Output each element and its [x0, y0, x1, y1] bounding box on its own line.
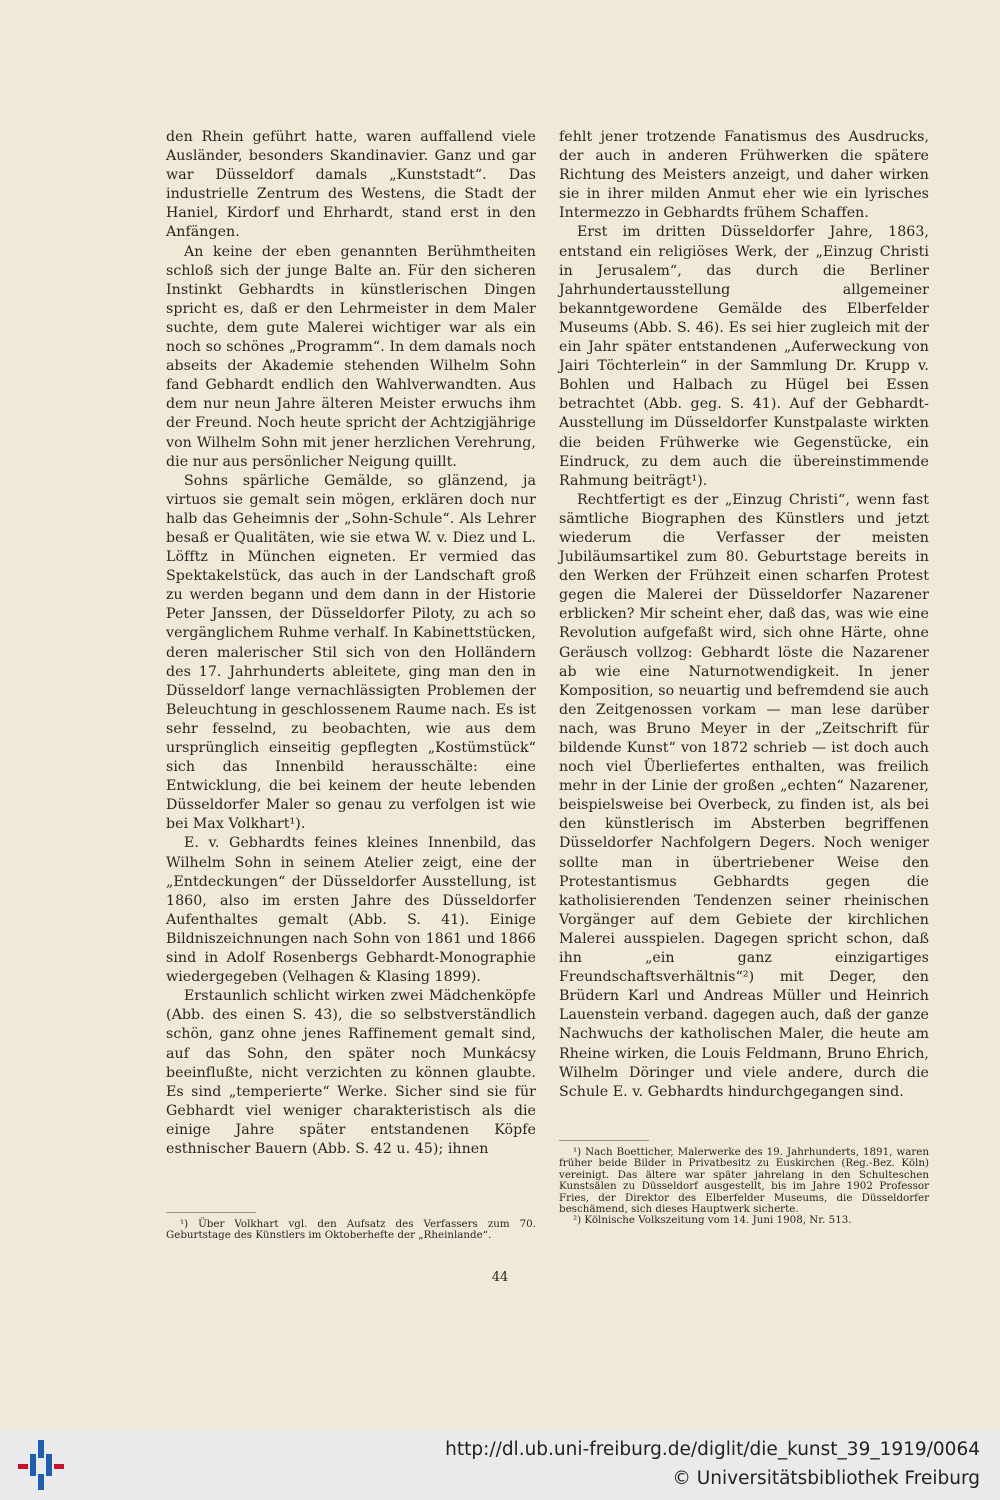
footnote-rule	[166, 1212, 256, 1213]
paragraph: den Rhein geführt hatte, waren auffallend viele Ausländer, besonders Skandinavier. Ganz und gar war Düsseldorf damals „Kunststadt“. Das industrielle Zentrum des Westens, die Stadt der Haniel, Kirdorf und Ehrhardt, stand erst in den Anfängen.	[166, 129, 536, 241]
paragraph: fehlt jener trotzende Fanatismus des Ausdrucks, der auch in anderen Frühwerken die spätere Richtung des Meisters anzeigt, und daher wirken sie in ihrer milden Anmut eher wie ein lyrisches Intermezzo in Gebhardts frühem Schaffen.	[559, 129, 929, 222]
permalink-url[interactable]: http://dl.ub.uni-freiburg.de/diglit/die_kunst_39_1919/0064	[445, 1439, 980, 1460]
paragraph: An keine der eben genannten Berühmtheiten schloß sich der junge Balte an. Für den sicheren Instinkt Gebhardts in künstlerischen Dingen spricht es, daß er den Lehrmeister in dem Maler suchte, dem gute Malerei wichtiger war als ein noch so schönes „Programm“. In dem damals noch abseits der Akademie stehenden Wilhelm Sohn fand Gebhardt endlich den Wahlverwandten. Aus dem nur neun Jahre älteren Meister erwuchs ihm der Freund. Noch heute spricht der Achtzigjährige von Wilhelm Sohn mit jener herzlichen Verehrung, die nur aus persönlicher Neigung quillt.	[166, 243, 536, 470]
paragraph: Erst im dritten Düsseldorfer Jahre, 1863, entstand ein religiöses Werk, der „Einzug Christi in Jerusalem“, das durch die Berliner Jahrhundertausstellung allgemeiner bekanntgewordene Gemälde des Elberfelder Museums (Abb. S. 46). Es sei hier zugleich mit der ein Jahr später entstandenen „Auferweckung von Jairi Töchterlein“ in der Sammlung Dr. Krupp v. Bohlen und Halbach zu Hügel bei Essen betrachtet (Abb. geg. S. 41). Auf der Gebhardt-Ausstellung im Düsseldorfer Kunstpalaste wirkten die beiden Frühwerke wie Gegenstücke, ein Eindruck, zu dem auch die übereinstimmende Rahmung beiträgt¹).	[559, 224, 929, 489]
copyright-notice: © Universitätsbibliothek Freiburg	[672, 1468, 980, 1489]
page-number: 44	[491, 1270, 509, 1285]
footnotes-left	[166, 1212, 536, 1242]
left-column	[166, 128, 536, 1159]
library-logo-icon	[18, 1440, 64, 1490]
paragraph: Sohns spärliche Gemälde, so glänzend, ja virtuos sie gemalt sein mögen, erklären doch nur halb das Geheimnis der „Sohn-Schule“. Als Lehrer besaß er Qualitäten, wie sie etwa W. v. Diez und L. Löfftz in München eigneten. Er vermied das Spektakelstück, das auch in der Landschaft groß zu werden begann und dem dann in der Historie Peter Janssen, der Düsseldorfer Piloty, zu ach so vergänglichem Ruhme verhalf. In Kabinettstücken, deren malerischer Stil sich von den Holländern des 17. Jahrhunderts ableitete, ging man den in Düsseldorf lange vernachlässigten Problemen der Beleuchtung in geschlossenem Raume nach. Es ist sehr fesselnd, zu beobachten, wie aus dem ursprünglich einseitig gepflegten „Kostümstück“ sich das Innenbild herausschälte: eine Entwicklung, die bei keinem der heute lebenden Düsseldorfer Maler so genau zu verfolgen ist wie bei Max Volkhart¹).	[166, 472, 536, 833]
paragraph: Erstaunlich schlicht wirken zwei Mädchenköpfe (Abb. des einen S. 43), die so selbstverständlich schön, ganz ohne jenes Raffinement gemalt sind, auf das Sohn, den später noch Munkácsy beeinflußte, nicht verzichten zu können glaubte. Es sind „temperierte“ Werke. Sicher sind sie für Gebhardt viel weniger charakteristisch als die einige Jahre später entstandenen Köpfe esthnischer Bauern (Abb. S. 42 u. 45); ihnen	[166, 988, 536, 1157]
footnote: ¹) Über Volkhart vgl. den Aufsatz des Verfassers zum 70. Geburtstage des Künstlers im Oktoberhefte der „Rheinlande“.	[166, 1218, 536, 1242]
paragraph: E. v. Gebhardts feines kleines Innenbild, das Wilhelm Sohn in seinem Atelier zeigt, eine der „Entdeckungen“ der Düsseldorfer Ausstellung, ist 1860, also im ersten Jahre des Düsseldorfer Aufenthaltes gemalt (Abb. S. 41). Einige Bildniszeichnungen nach Sohn von 1861 und 1866 sind in Adolf Rosenbergs Gebhardt-Monographie wiedergegeben (Velhagen & Klasing 1899).	[166, 835, 536, 986]
footnote: ¹) Nach Boetticher, Malerwerke des 19. Jahrhunderts, 1891, waren früher beide Bilder in Privatbesitz zu Euskirchen (Reg.-Bez. Köln) vereinigt. Das ältere war später jahrelang in den Schulteschen Kunstsälen zu Düsseldorf ausgestellt, bis im Jahre 1902 Professor Fries, der Direktor des Elberfelder Museums, die Düsseldorfer beschämend, sich dieses Hauptwerk sicherte.	[559, 1146, 929, 1216]
right-column	[559, 128, 929, 1102]
footnote-rule	[559, 1140, 649, 1141]
viewer-footer	[0, 1430, 1000, 1500]
footnotes-right	[559, 1140, 929, 1227]
footnote: ²) Kölnische Volkszeitung vom 14. Juni 1908, Nr. 513.	[573, 1214, 852, 1227]
paragraph: Rechtfertigt es der „Einzug Christi“, wenn fast sämtliche Biographen des Künstlers und jetzt wiederum die Verfasser der meisten Jubiläumsartikel zum 80. Geburtstage bereits in den Werken der Frühzeit einen scharfen Protest gegen die Malerei der Düsseldorfer Nazarener erblicken? Mir scheint eher, daß das, was wie eine Revolution aufgefaßt wird, sich ohne Härte, ohne Geräusch vollzog: Gebhardt löste die Nazarener ab wie eine Naturnotwendigkeit. In jener Komposition, so neuartig und befremdend sie auch den Zeitgenossen vorkam — man lese darüber nach, was Bruno Meyer in der „Zeitschrift für bildende Kunst“ von 1872 schrieb — ist doch auch noch viel Überliefertes enthalten, was freilich mehr in der Linie der großen „echten“ Nazarener, beispielsweise bei Overbeck, zu finden ist, als bei den künstlerisch im Absterben begriffenen Düsseldorfer Nachfolgern Degers. Noch weniger sollte man in übertriebener Weise den Protestantismus Gebhardts gegen die katholisierenden Tendenzen seiner rheinischen Vorgänger auf dem Gebiete der kirchlichen Malerei ausspielen. Dagegen spricht schon, daß ihn „ein ganz einzigartiges Freundschaftsverhältnis“²) mit Deger, den Brüdern Karl und Andreas Müller und Heinrich Lauenstein verband. dagegen auch, daß der ganze Nachwuchs der katholischen Maler, die heute am Rheine wirken, die Louis Feldmann, Bruno Ehrich, Wilhelm Döringer und viele andere, durch die Schule E. v. Gebhardts hindurchgegangen sind.	[559, 491, 929, 1100]
